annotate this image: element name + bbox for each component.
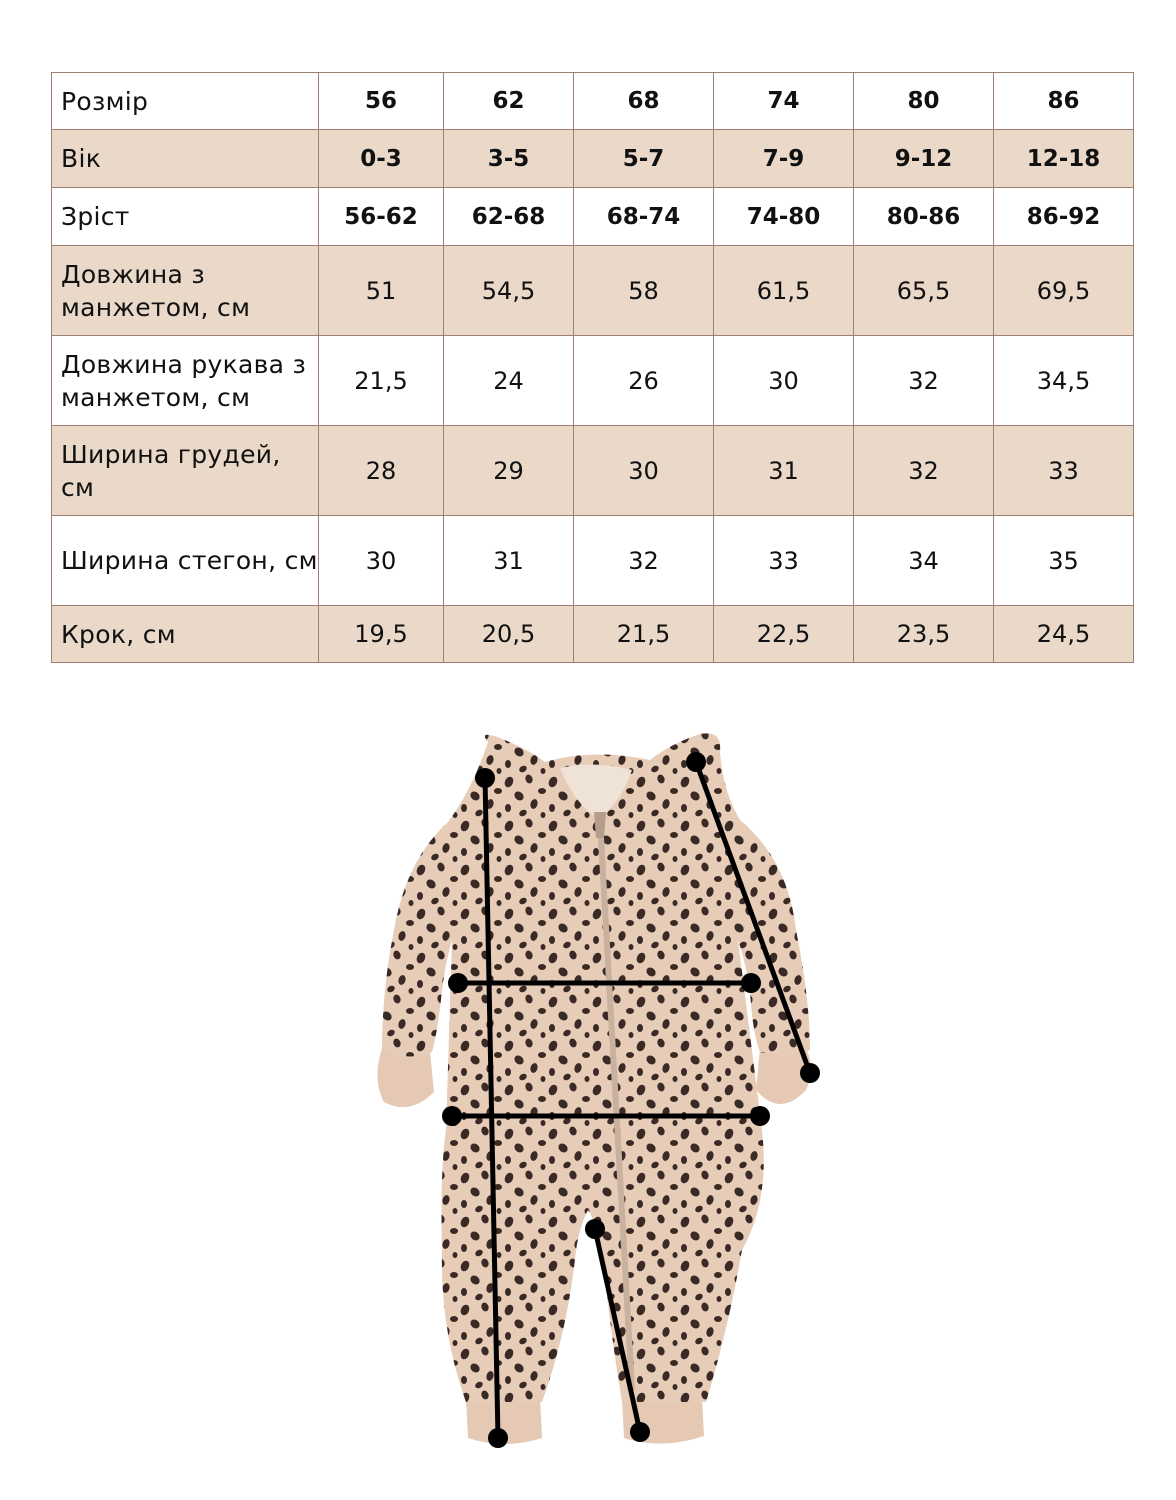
cell-sleeve-74: 30 xyxy=(714,336,854,426)
size-chart-table xyxy=(51,72,1134,663)
cell-length-86: 69,5 xyxy=(994,246,1134,336)
cell-chest-68: 30 xyxy=(574,426,714,516)
cell-sleeve-68: 26 xyxy=(574,336,714,426)
cell-height-80: 80-86 xyxy=(854,188,994,246)
row-label-hips: Ширина стегон, см xyxy=(52,516,319,606)
cell-inseam-74: 22,5 xyxy=(714,606,854,663)
cell-age-86: 12-18 xyxy=(994,130,1134,188)
sleeve-end-dot xyxy=(800,1063,820,1083)
cell-length-80: 65,5 xyxy=(854,246,994,336)
cell-size-62: 62 xyxy=(444,73,574,130)
row-label-age: Вік xyxy=(52,130,319,188)
hips-right-dot xyxy=(750,1106,770,1126)
cell-size-80: 80 xyxy=(854,73,994,130)
left-sleeve-cuff xyxy=(377,1048,434,1107)
cell-hips-86: 35 xyxy=(994,516,1134,606)
cell-hips-62: 31 xyxy=(444,516,574,606)
cell-hips-68: 32 xyxy=(574,516,714,606)
chest-right-dot xyxy=(741,973,761,993)
inseam-end-dot xyxy=(630,1422,650,1442)
cell-chest-80: 32 xyxy=(854,426,994,516)
cell-sleeve-56: 21,5 xyxy=(319,336,444,426)
zipper-pull-icon xyxy=(594,812,606,838)
cell-chest-74: 31 xyxy=(714,426,854,516)
length-end-dot xyxy=(488,1428,508,1448)
cell-age-56: 0-3 xyxy=(319,130,444,188)
cell-chest-86: 33 xyxy=(994,426,1134,516)
cell-size-68: 68 xyxy=(574,73,714,130)
inseam-start-dot xyxy=(585,1219,605,1239)
chest-left-dot xyxy=(448,973,468,993)
cell-inseam-86: 24,5 xyxy=(994,606,1134,663)
cell-length-62: 54,5 xyxy=(444,246,574,336)
cell-height-62: 62-68 xyxy=(444,188,574,246)
row-length xyxy=(52,246,1134,336)
row-label-length: Довжина з манжетом, см xyxy=(52,246,319,336)
cell-inseam-62: 20,5 xyxy=(444,606,574,663)
cell-chest-62: 29 xyxy=(444,426,574,516)
row-hips xyxy=(52,516,1134,606)
cell-hips-56: 30 xyxy=(319,516,444,606)
row-label-size: Розмір xyxy=(52,73,319,130)
hips-left-dot xyxy=(442,1106,462,1126)
cell-chest-56: 28 xyxy=(319,426,444,516)
row-size xyxy=(52,73,1134,130)
cell-sleeve-62: 24 xyxy=(444,336,574,426)
cell-size-86: 86 xyxy=(994,73,1134,130)
row-label-height: Зріст xyxy=(52,188,319,246)
row-label-inseam: Крок, см xyxy=(52,606,319,663)
cell-length-56: 51 xyxy=(319,246,444,336)
cell-height-56: 56-62 xyxy=(319,188,444,246)
cell-height-68: 68-74 xyxy=(574,188,714,246)
cell-age-68: 5-7 xyxy=(574,130,714,188)
cell-hips-74: 33 xyxy=(714,516,854,606)
cell-size-56: 56 xyxy=(319,73,444,130)
cell-hips-80: 34 xyxy=(854,516,994,606)
cell-age-62: 3-5 xyxy=(444,130,574,188)
cell-length-68: 58 xyxy=(574,246,714,336)
cell-sleeve-86: 34,5 xyxy=(994,336,1134,426)
cell-height-74: 74-80 xyxy=(714,188,854,246)
sleeve-start-dot xyxy=(686,752,706,772)
cell-height-86: 86-92 xyxy=(994,188,1134,246)
row-inseam xyxy=(52,606,1134,663)
row-age xyxy=(52,130,1134,188)
row-height xyxy=(52,188,1134,246)
cell-age-74: 7-9 xyxy=(714,130,854,188)
cell-length-74: 61,5 xyxy=(714,246,854,336)
cell-inseam-56: 19,5 xyxy=(319,606,444,663)
cell-inseam-68: 21,5 xyxy=(574,606,714,663)
row-sleeve xyxy=(52,336,1134,426)
length-start-dot xyxy=(475,768,495,788)
cell-size-74: 74 xyxy=(714,73,854,130)
cell-age-80: 9-12 xyxy=(854,130,994,188)
cell-sleeve-80: 32 xyxy=(854,336,994,426)
jumpsuit-measurement-illustration xyxy=(370,730,820,1450)
cell-inseam-80: 23,5 xyxy=(854,606,994,663)
row-label-chest: Ширина грудей, см xyxy=(52,426,319,516)
row-chest xyxy=(52,426,1134,516)
row-label-sleeve: Довжина рукава з манжетом, см xyxy=(52,336,319,426)
